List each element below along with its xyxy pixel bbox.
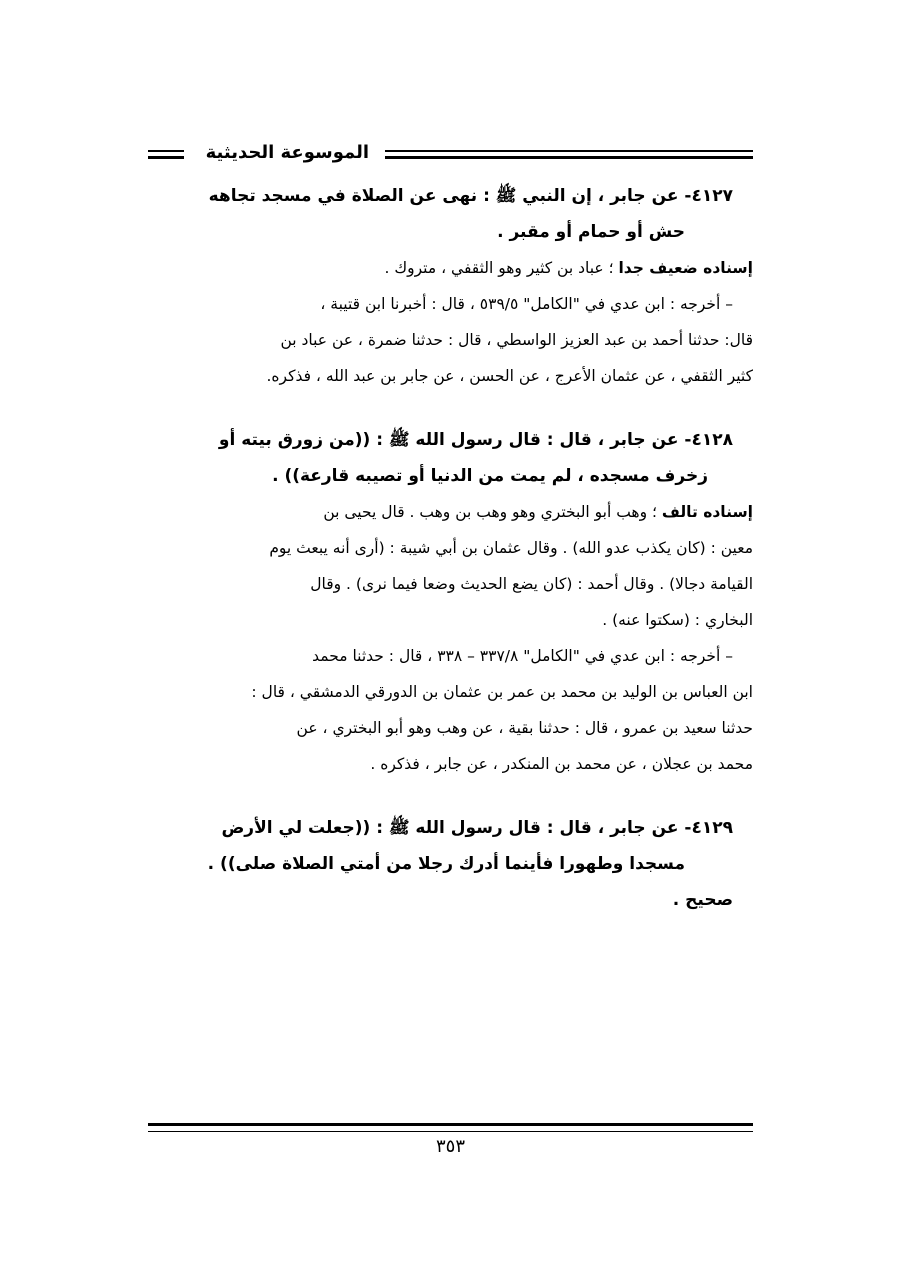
hadith-entry-4127 <box>148 178 753 394</box>
hadith-heading-line: ٤١٢٧- عن جابر ، إن النبي ﷺ : نهى عن الصلاة في مسجد تجاهه <box>208 186 733 206</box>
hadith-heading-line: حش أو حمام أو مقبر . <box>497 222 685 242</box>
hadith-entry-4128 <box>148 422 753 782</box>
body-line: البخاري : (سكتوا عنه) . <box>602 611 753 629</box>
hadith-heading-line: زخرف مسجده ، لم يمت من الدنيا أو تصيبه قارعة)) . <box>272 466 708 486</box>
body-line: معين : (كان يكذب عدو الله) . وقال عثمان بن أبي شيبة : (أرى أنه يبعث يوم <box>269 539 753 557</box>
takhrij-line: كثير الثقفي ، عن عثمان الأعرج ، عن الحسن ، عن جابر بن عبد الله ، فذكره. <box>266 367 753 385</box>
takhrij-line: قال: حدثنا أحمد بن عبد العزيز الواسطي ، قال : حدثنا ضمرة ، عن عباد بن <box>280 331 753 349</box>
grade-label: صحيح . <box>672 890 733 910</box>
grade-line <box>148 250 753 286</box>
takhrij-line: – أخرجه : ابن عدي في "الكامل" ٥٣٩/٥ ، قال : أخبرنا ابن قتيبة ، <box>320 295 733 313</box>
hadith-entry-4129 <box>148 810 753 918</box>
grade-label: إسناده ضعيف جدا <box>618 259 753 277</box>
takhrij-line: حدثنا سعيد بن عمرو ، قال : حدثنا بقية ، عن وهب وهو أبو البختري ، عن <box>296 719 753 737</box>
grade-line <box>148 494 753 530</box>
grade-text: ؛ عباد بن كثير وهو الثقفي ، متروك . <box>384 259 619 277</box>
hadith-heading-line: ٤١٢٨- عن جابر ، قال : قال رسول الله ﷺ : ((من زورق بيته أو <box>218 430 733 450</box>
page-content <box>148 140 753 918</box>
page-number: ٣٥٣ <box>435 1136 465 1157</box>
entry-gap <box>148 394 753 422</box>
header-title: الموسوعة الحديثية <box>205 142 369 163</box>
header-rule-left <box>148 150 184 158</box>
hadith-heading-line: ٤١٢٩- عن جابر ، قال : قال رسول الله ﷺ : ((جعلت لي الأرض <box>221 818 733 838</box>
entry-gap <box>148 782 753 810</box>
hadith-heading-line: مسجدا وطهورا فأينما أدرك رجلا من أمتي الصلاة صلى)) . <box>207 854 685 874</box>
takhrij-line: محمد بن عجلان ، عن محمد بن المنكدر ، عن جابر ، فذكره . <box>370 755 753 773</box>
header-rule-right <box>385 150 753 158</box>
body-line: القيامة دجالا) . وقال أحمد : (كان يضع الحديث وضعا فيما نرى) . وقال <box>310 575 753 593</box>
footer-rule <box>148 1123 753 1132</box>
running-header <box>148 140 753 174</box>
takhrij-line: ابن العباس بن الوليد بن محمد بن عمر بن عثمان بن الدورقي الدمشقي ، قال : <box>251 683 753 701</box>
grade-text: ؛ وهب أبو البختري وهو وهب بن وهب . قال يحيى بن <box>323 503 662 521</box>
grade-label: إسناده تالف <box>661 503 753 521</box>
takhrij-line: – أخرجه : ابن عدي في "الكامل" ٣٣٧/٨ – ٣٣٨ ، قال : حدثنا محمد <box>312 647 733 665</box>
